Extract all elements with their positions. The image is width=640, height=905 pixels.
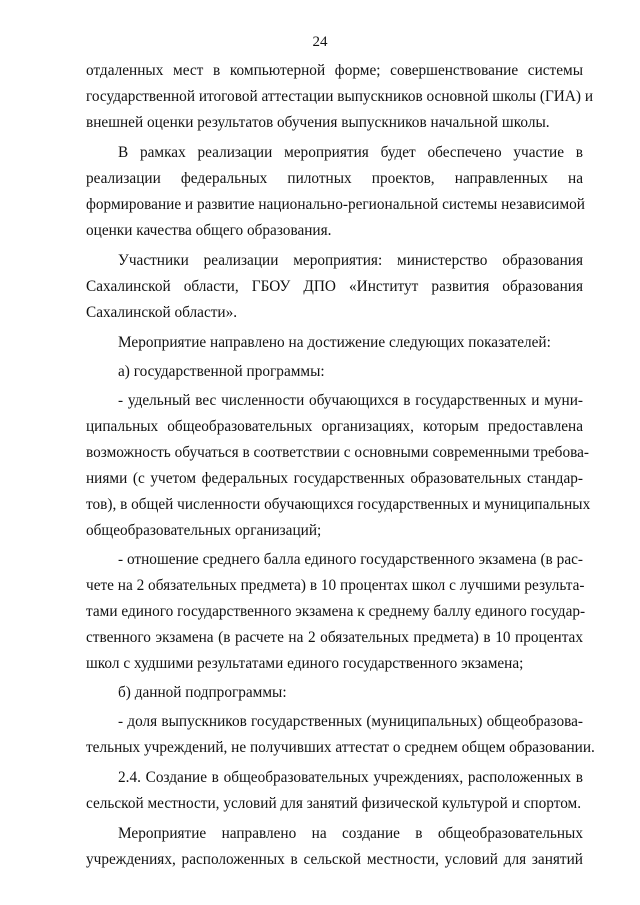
- text-line: школ с худшими результатами единого государственного экзамена;: [86, 655, 524, 672]
- text-line: а) государственной программы:: [118, 363, 325, 380]
- text-line: В рамках реализации мероприятия будет обеспечено участие в: [118, 144, 583, 161]
- text-line: Сахалинской области».: [86, 304, 238, 321]
- text-line: тов), в общей численности обучающихся государственных и муниципальных: [86, 496, 591, 513]
- text-line: ниями (с учетом федеральных государственных образовательных стандар-: [86, 470, 583, 487]
- text-line: сельской местности, условий для занятий физической культурой и спортом.: [86, 795, 582, 812]
- text-line: тельных учреждений, не получивших аттестат о среднем общем образовании.: [86, 739, 595, 756]
- text-line: тами единого государственного экзамена к среднему баллу единого государ-: [86, 603, 586, 620]
- text-line: оценки качества общего образования.: [86, 222, 332, 239]
- document-body: [86, 58, 595, 873]
- text-line: чете на 2 обязательных предмета) в 10 процентах школ с лучшими результа-: [86, 577, 585, 594]
- text-line: - отношение среднего балла единого государственного экзамена (в рас-: [118, 551, 583, 568]
- text-line: возможность обучаться в соответствии с основными современными требова-: [86, 444, 589, 461]
- text-line: б) данной подпрограммы:: [118, 684, 287, 701]
- text-line: ственного экзамена (в расчете на 2 обязательных предмета) в 10 процентах: [86, 629, 583, 646]
- text-line: общеобразовательных организаций;: [86, 522, 322, 539]
- text-line: внешней оценки результатов обучения выпускников начальной школы.: [86, 114, 550, 131]
- text-line: - удельный вес численности обучающихся в государственных и муни-: [118, 392, 583, 409]
- text-line: Участники реализации мероприятия: министерство образования: [118, 252, 583, 269]
- text-line: 2.4. Создание в общеобразовательных учреждениях, расположенных в: [118, 769, 583, 786]
- text-line: Мероприятие направлено на создание в общеобразовательных: [118, 825, 583, 842]
- text-line: Мероприятие направлено на достижение следующих показателей:: [118, 334, 551, 351]
- text-line: реализации федеральных пилотных проектов, направленных на: [86, 170, 583, 187]
- text-line: отдаленных мест в компьютерной форме; совершенствование системы: [86, 62, 583, 79]
- text-line: Сахалинской области, ГБОУ ДПО «Институт развития образования: [86, 278, 583, 295]
- text-line: государственной итоговой аттестации выпускников основной школы (ГИА) и: [86, 88, 593, 105]
- text-line: ципальных общеобразовательных организациях, которым предоставлена: [86, 418, 583, 435]
- text-line: учреждениях, расположенных в сельской местности, условий для занятий: [86, 851, 583, 868]
- page-number: 24: [312, 34, 328, 50]
- text-line: формирование и развитие национально-региональной системы независимой: [86, 196, 585, 213]
- text-line: - доля выпускников государственных (муниципальных) общеобразова-: [118, 713, 583, 730]
